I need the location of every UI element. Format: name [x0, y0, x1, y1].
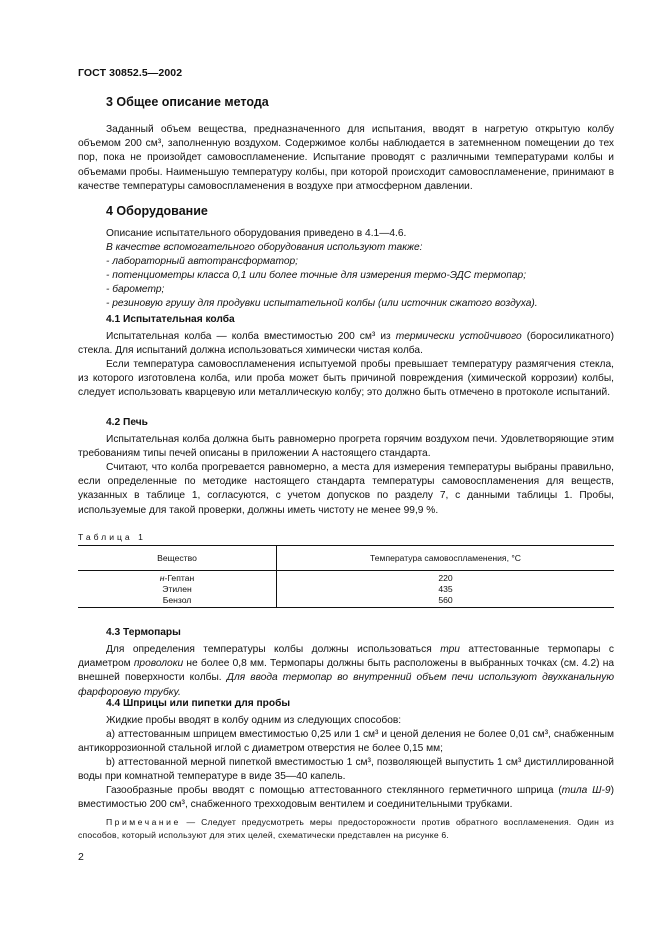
text-run-italic: Для ввода термопар во внутренний объем печи используют двухканальную фарфоровую трубку. — [78, 672, 614, 698]
subsection-4-4-title: 4.4 Шприцы или пипетки для пробы — [106, 698, 291, 709]
substance-cell — [78, 571, 277, 608]
temperature-value: 435 — [438, 584, 453, 594]
text-run-italic: термически устойчивого — [395, 331, 522, 342]
subsection-4-1-title: 4.1 Испытательная колба — [106, 314, 235, 325]
note-text: — Следует предусмотреть меры предосторожности против обратного воспламенения. Один из способов, который используют для этих целей, схематически представлен на рисунке 6. — [78, 817, 614, 840]
section-4-aux: В качестве вспомогательного оборудования используют также: — [106, 242, 423, 253]
text-run: Испытательная колба — колба вместимостью 200 см³ из — [106, 331, 396, 342]
subsection-4-2-paragraph-1 — [78, 433, 614, 461]
table-header-substance: Вещество — [78, 546, 277, 571]
table-body-row — [78, 571, 614, 608]
temperature-value: 220 — [438, 573, 453, 583]
table-row — [78, 573, 276, 584]
subsection-4-1-paragraph-1 — [78, 330, 614, 358]
note — [78, 816, 614, 842]
equipment-item: - потенциометры класса 0,1 или более точные для измерения термо-ЭДС термопар; — [106, 270, 527, 281]
text-run: не более 0,8 мм. Термопары должны быть расположены в выбранных точках (см. 4.2) на внешней поверхности колбы. — [78, 658, 614, 684]
text-run: b) аттестованной мерной пипеткой вместимостью 1 см³, позволяющей выпустить 1 см³ дистиллированной воды при комнатной температуре в виде 35—40 капель. — [78, 757, 614, 783]
subsection-4-3-title: 4.3 Термопары — [106, 627, 181, 638]
text-run: Для определения температуры колбы должны использоваться — [106, 644, 441, 655]
substance-prefix: н — [159, 573, 165, 583]
table-1 — [78, 545, 614, 608]
page-number: 2 — [78, 851, 84, 863]
subsection-4-2-paragraph-2 — [78, 461, 614, 518]
subsection-4-1-paragraph-2 — [78, 358, 614, 401]
text-run: (боросиликатного) стекла. Для испытаний должна использоваться химически чистая колба. — [78, 331, 614, 357]
section-3-text: Заданный объем вещества, предназначенного для испытания, вводят в нагретую открытую колбу объемом 200 см³, заполненную воздухом. Содержимое колбы наблюдается в затемненном помещении до тех пор, пока не произойдет самовоспламенение. Испытание проводят с различными температурами колбы и объемами пробы. Наименьшую температуру колбы, при которой происходит самовоспламенение, принимают в качестве температуры самовоспламенения в воздухе при атмосферном давлении. — [78, 124, 614, 192]
equipment-item: - резиновую грушу для продувки испытательной колбы (или источник сжатого воздуха). — [106, 298, 538, 309]
method-b — [78, 756, 614, 784]
table-row — [78, 595, 276, 606]
subsection-4-2-title: 4.2 Печь — [106, 417, 148, 428]
text-run-italic: проволоки — [133, 658, 184, 670]
substance-name: Этилен — [162, 584, 192, 594]
text-run: Если температура самовоспламенения испытуемой пробы превышает температуру размягчения стекла, из которого изготовлена колба, или проба может быть причиной повреждения (химической коррозии) колбы, следует использовать кварцевую или металлическую колбу; это должно быть отмечено в протоколе испытаний. — [78, 359, 614, 399]
document-header: ГОСТ 30852.5—2002 — [78, 67, 183, 79]
section-3-title: 3 Общее описание метода — [106, 95, 269, 109]
equipment-item: - барометр; — [106, 284, 165, 295]
gas-samples-paragraph — [78, 784, 614, 812]
text-run-italic: три — [440, 644, 460, 655]
section-4-title: 4 Оборудование — [106, 204, 208, 218]
method-a — [78, 728, 614, 756]
table-row — [78, 584, 276, 595]
section-4-intro: Описание испытательного оборудования приведено в 4.1—4.6. — [106, 228, 407, 239]
table-header-row — [78, 546, 614, 571]
text-run: аттестованные термопары с диаметром — [78, 644, 614, 670]
table-header-temperature: Температура самовоспламенения, °С — [277, 546, 615, 571]
note-label: Примечание — [106, 817, 181, 827]
subsection-4-4-intro: Жидкие пробы вводят в колбу одним из следующих способов: — [106, 715, 402, 726]
section-3-paragraph — [78, 123, 614, 194]
table-1-caption: Таблица 1 — [78, 532, 146, 542]
equipment-item: - лабораторный автотрансформатор; — [106, 256, 298, 267]
text-run-italic: тила Ш-9 — [561, 785, 611, 796]
substance-name: Бензол — [162, 595, 192, 605]
text-run: Испытательная колба должна быть равномерно прогрета горячим воздухом печи. Удовлетворяющие этим требованиям типы печей описаны в приложении А настоящего стандарта. — [78, 434, 614, 460]
text-run: а) аттестованным шприцем вместимостью 0,25 или 1 см³ и ценой деления не более 0,01 см³, снабженным антикоррозионной стальной иглой с диаметром отверстия не более 0,15 мм; — [78, 729, 614, 755]
subsection-4-3-paragraph — [78, 643, 614, 700]
text-run: ) вместимостью 200 см³, снабженного трехходовым вентилем и соединительными трубками. — [78, 785, 614, 811]
text-run: Считают, что колба прогревается равномерно, а места для измерения температуры выбраны правильно, если определенные по методике настоящего стандарта температуры самовоспламенения для веществ, указанных в таблице 1, согласуются, с учетом допусков по разделу 7, с данными таблицы 1. Пробы, используемые для такой проверки, должны иметь чистоту не менее 99,9 %. — [78, 462, 614, 516]
temperature-cell — [277, 571, 615, 608]
substance-name: -Гептан — [164, 573, 195, 583]
text-run: Газообразные пробы вводят с помощью аттестованного стеклянного герметичного шприца ( — [106, 785, 562, 796]
temperature-value: 560 — [438, 595, 453, 605]
